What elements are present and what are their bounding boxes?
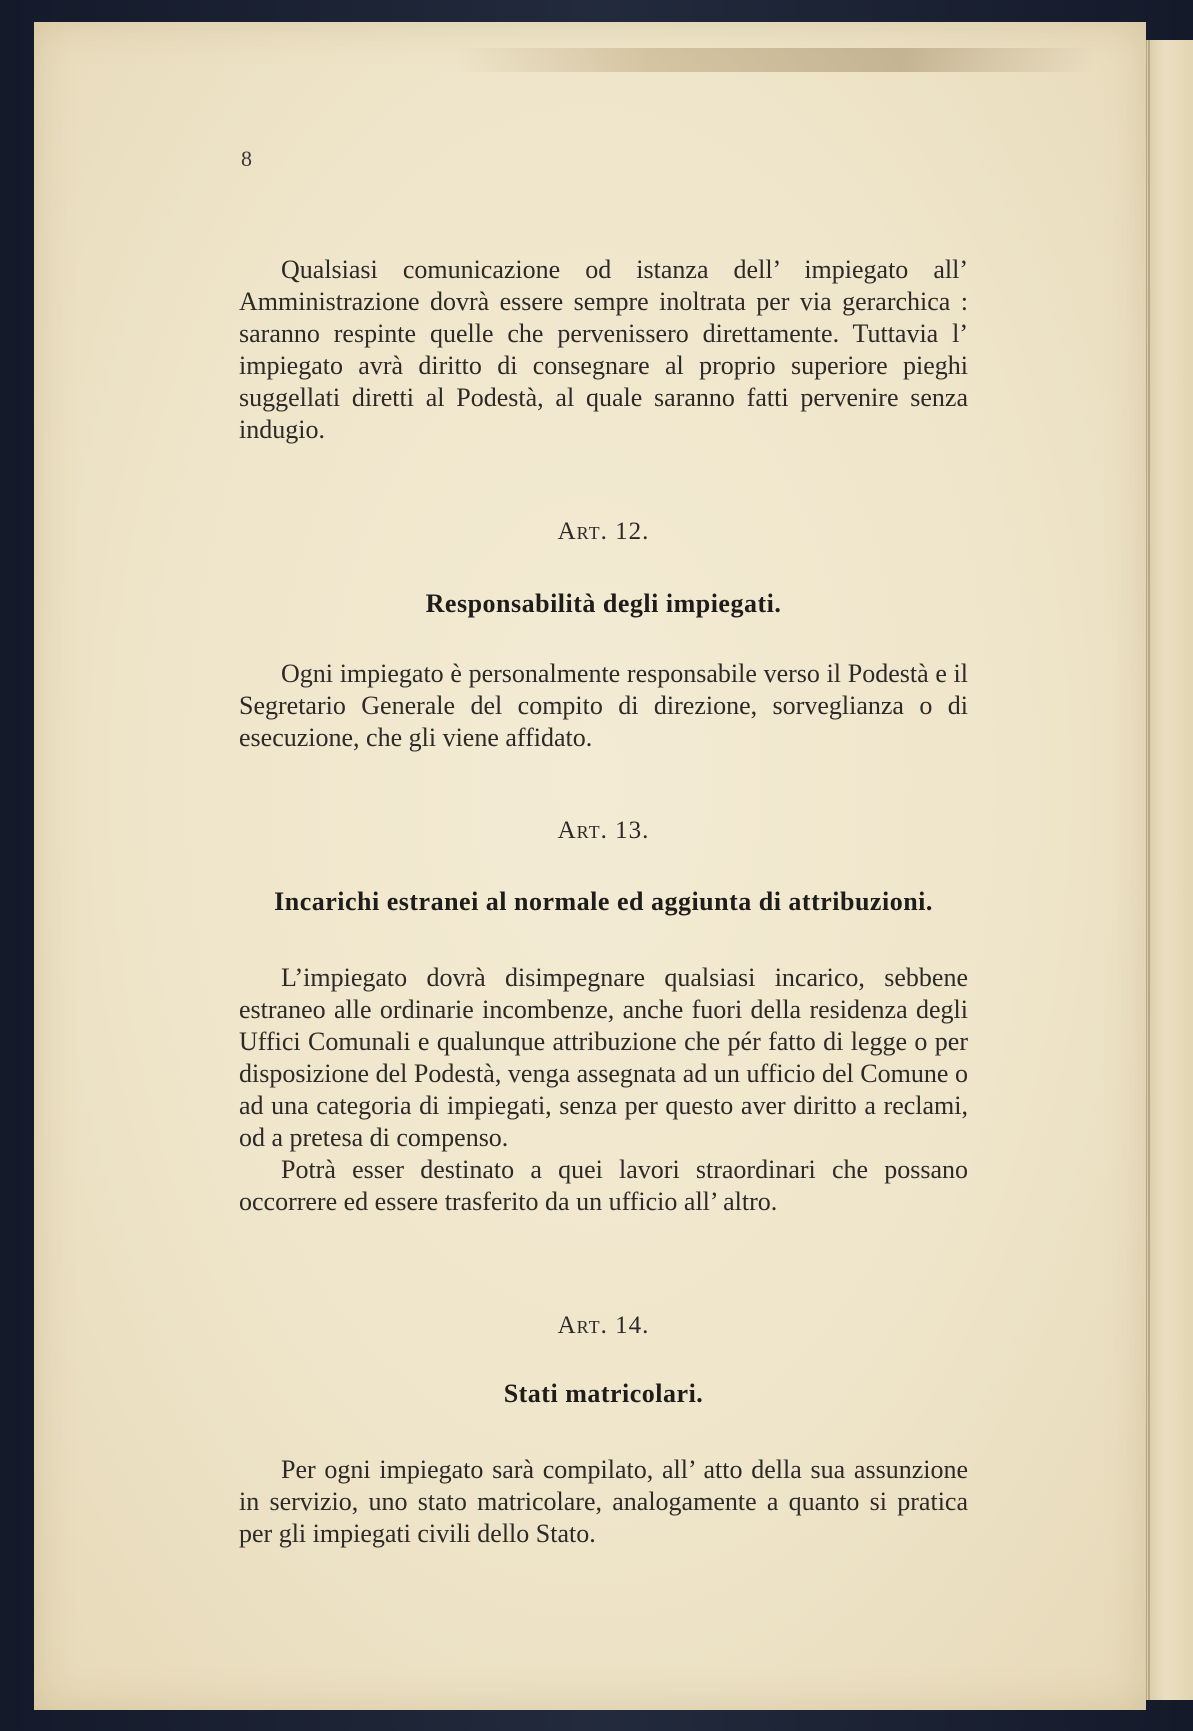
art-13-paragraph-2: Potrà esser destinato a quei lavori straordinari che possano occorrere ed essere trasferito da un ufficio all’ altro. (239, 1155, 968, 1216)
art-13-label: Art. 13. (557, 817, 650, 844)
art-14-paragraph: Per ogni impiegato sarà compilato, all’ atto della sua assunzione in servizio, uno stato matricolare, analogamente a quanto si pratica per gli impiegati civili dello Stato. (239, 1455, 968, 1548)
art-12-label: Art. 12. (557, 518, 650, 545)
art-13-paragraph-1: L’impiegato dovrà disimpegnare qualsiasi incarico, sebbene estraneo alle ordinarie incombenze, anche fuori della residenza degli Uffici Comunali e qualunque attribuzione che pér fatto di legge o per disposizione del Podestà, venga assegnata ad un ufficio del Comune o ad una categoria di impiegati, senza per questo aver diritto a reclami, od a pretesa di compenso. (239, 963, 968, 1152)
art-14-label: Art. 14. (557, 1312, 650, 1339)
art-14-title: Stati matricolari. (503, 1379, 704, 1408)
art-13-title: Incarichi estranei al normale ed aggiunta di attribuzioni. (274, 887, 933, 916)
page-number: 8 (241, 146, 252, 171)
art-12-section (239, 658, 968, 754)
paper-stain (454, 48, 1094, 72)
adjacent-page-edge (1146, 40, 1193, 1700)
art-12-title: Responsabilità degli impiegati. (425, 589, 782, 618)
page-fold (1148, 40, 1150, 1700)
intro-section (239, 254, 968, 446)
art-12-paragraph: Ogni impiegato è personalmente responsabile verso il Podestà e il Segretario Generale del compito di direzione, sorveglianza o di esecuzione, che gli viene affidato. (239, 659, 968, 752)
art-14-section (239, 1454, 968, 1550)
art-13-section (239, 962, 968, 1218)
intro-paragraph: Qualsiasi comunicazione od istanza dell’ impiegato all’ Amministrazione dovrà essere sempre inoltrata per via gerarchica : saranno respinte quelle che pervenissero direttamente. Tuttavia l’ impiegato avrà diritto di consegnare al proprio superiore pieghi suggellati diretti al Podestà, al quale saranno fatti pervenire senza indugio. (239, 255, 968, 444)
